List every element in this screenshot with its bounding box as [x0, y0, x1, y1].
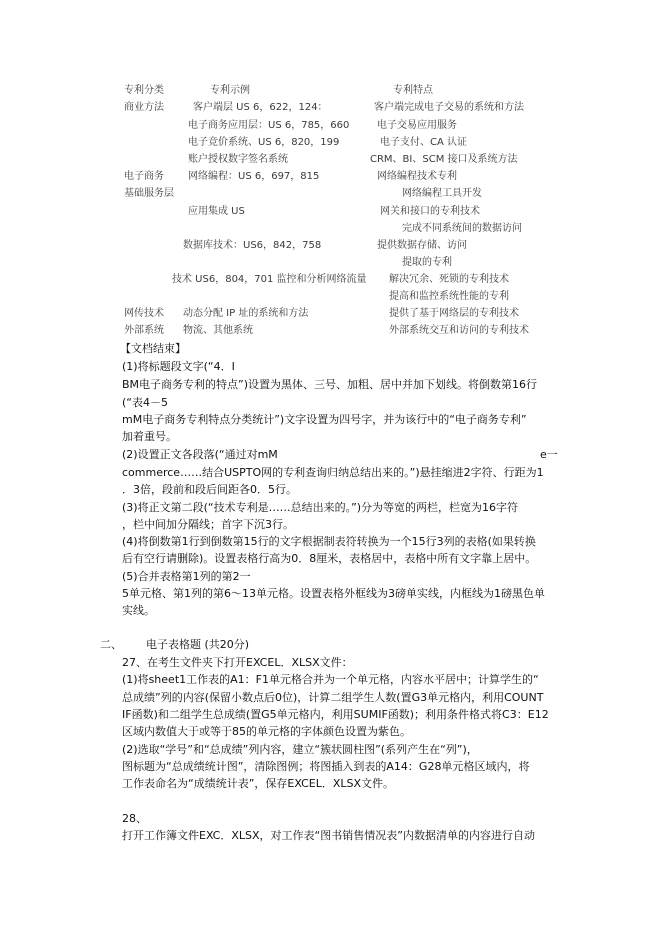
table-cell: 账户授权数字签名系统 — [188, 154, 288, 165]
question-27-line: 区域内数值大于或等于85的单元格的字体颜色设置为紫色。 — [122, 725, 411, 738]
table-cell: 外部系统 — [124, 325, 164, 336]
question-28-line: 打开工作簿文件EXC．XLSX，对工作表“图书销售情况表”内数据清单的内容进行自动 — [122, 829, 535, 842]
question-1-line: (“表4－5 — [122, 396, 168, 409]
question-27-line: 工作表命名为“成绩统计表”，保存EXCEL．XLSX文件。 — [122, 777, 395, 790]
table-cell: 网传技术 — [124, 308, 164, 319]
table-cell: 提取的专利 — [402, 257, 452, 268]
question-4-line: 后有空行请删除)。设置表格行高为0．8厘米，表格居中，表格中所有文字靠上居中。 — [122, 552, 537, 565]
table-header: 专利示例 — [210, 85, 250, 96]
question-1-line: mM电子商务专利特点分类统计”)文字设置为四号字，并为该行中的“电子商务专利” — [122, 413, 527, 426]
question-2-line: (2)设置正文各段落(“通过对mM — [122, 448, 278, 461]
table-cell: 电子商务 — [124, 171, 164, 182]
question-1-line: (1)将标题段文字(“4．I — [122, 360, 235, 373]
question-2-line: e一 — [540, 448, 558, 461]
table-cell: 客户端层 US 6，622，124： — [193, 102, 328, 113]
question-4-line: (4)将倒数第1行到倒数第15行的文字根据制表符转换为一个15行3列的表格(如果转换 — [122, 535, 536, 548]
question-28-line: 28、 — [122, 812, 147, 825]
table-cell: 提高和监控系统性能的专利 — [389, 291, 509, 302]
question-27-line: IF函数)和二组学生总成绩(置G5单元格内，利用SUMIF函数)；利用条件格式将C3：E12 — [122, 708, 549, 721]
question-5-line: 实线。 — [122, 604, 155, 617]
table-cell: 网络编程：US 6，697，815 — [188, 171, 320, 182]
table-cell: 外部系统交互和访问的专利技术 — [389, 325, 529, 336]
table-cell: 商业方法 — [124, 102, 164, 113]
table-cell: 网关和接口的专利技术 — [380, 206, 480, 217]
table-cell: CRM、BI、SCM 接口及系统方法 — [370, 154, 518, 165]
table-cell: 数据库技术：US6，842，758 — [183, 240, 322, 251]
table-cell: 电子竞价系统、US 6，820，199 — [188, 137, 340, 148]
section-2-title: 电子表格题 (共20分) — [146, 638, 250, 651]
table-cell: 物流、其他系统 — [183, 325, 253, 336]
table-cell: 客户端完成电子交易的系统和方法 — [374, 102, 524, 113]
table-cell: 网络编程技术专利 — [377, 171, 457, 182]
question-1-line: 加着重号。 — [122, 430, 177, 443]
table-cell: 技术 US6，804，701 监控和分析网络流量 — [172, 274, 367, 285]
table-cell: 应用集成 US — [188, 206, 245, 217]
question-3-line: ，栏中间加分隔线；首字下沉3行。 — [122, 518, 294, 531]
table-cell: 解决冗余、死锁的专利技术 — [389, 274, 509, 285]
table-header: 专利分类 — [124, 85, 164, 96]
table-cell: 电子支付、CA 认证 — [380, 137, 468, 148]
question-2-line: commerce……结合USPTO网的专利查询归纳总结出来的。”)悬挂缩进2字符、行距为1 — [122, 466, 544, 479]
table-cell: 提供了基于网络层的专利技术 — [389, 308, 519, 319]
table-header: 专利特点 — [393, 85, 433, 96]
question-27-line: 27、在考生文件夹下打开EXCEL．XLSX文件： — [122, 656, 353, 669]
question-1-line: BM电子商务专利的特点”)设置为黑体、三号、加粗、居中并加下划线。将倒数第16行 — [122, 378, 538, 391]
table-cell: 提供数据存储、访问 — [377, 240, 467, 251]
question-27-line: 总成绩”列的内容(保留小数点后0位)，计算二组学生人数(置G3单元格内，利用COUNT — [122, 691, 544, 704]
table-cell: 电子商务应用层：US 6，785，660 — [188, 120, 350, 131]
table-cell: 完成不同系统间的数据访问 — [402, 223, 522, 234]
section-2-number: 二、 — [100, 638, 122, 651]
question-27-line: 图标题为“总成绩统计图”，清除图例；将图插入到表的A14：G28单元格区域内，将 — [122, 760, 530, 773]
table-cell: 动态分配 IP 址的系统和方法 — [183, 308, 309, 319]
patent-table-scan — [0, 0, 662, 345]
question-3-line: (3)将正文第二段(“技术专利是……总结出来的。”)分为等宽的两栏，栏宽为16字符 — [122, 501, 519, 514]
question-2-line: ．3倍，段前和段后间距各0．5行。 — [122, 483, 297, 496]
table-cell: 电子交易应用服务 — [377, 120, 457, 131]
question-5-line: 5单元格、第1列的第6～13单元格。设置表格外框线为3磅单实线，内框线为1磅黑色单 — [122, 587, 545, 600]
table-cell: 基础服务层 — [124, 188, 174, 199]
question-27-line: (2)选取“学号”和“总成绩”列内容，建立“簇状圆柱图”(系列产生在“列”)， — [122, 743, 478, 756]
question-27-line: (1)将sheet1工作表的A1：F1单元格合并为一个单元格，内容水平居中；计算学生的“ — [122, 673, 539, 686]
question-5-line: (5)合并表格第1列的第2一 — [122, 570, 251, 583]
doc-end-marker: 【文档结束】 — [120, 342, 186, 355]
table-cell: 网络编程工具开发 — [402, 188, 482, 199]
